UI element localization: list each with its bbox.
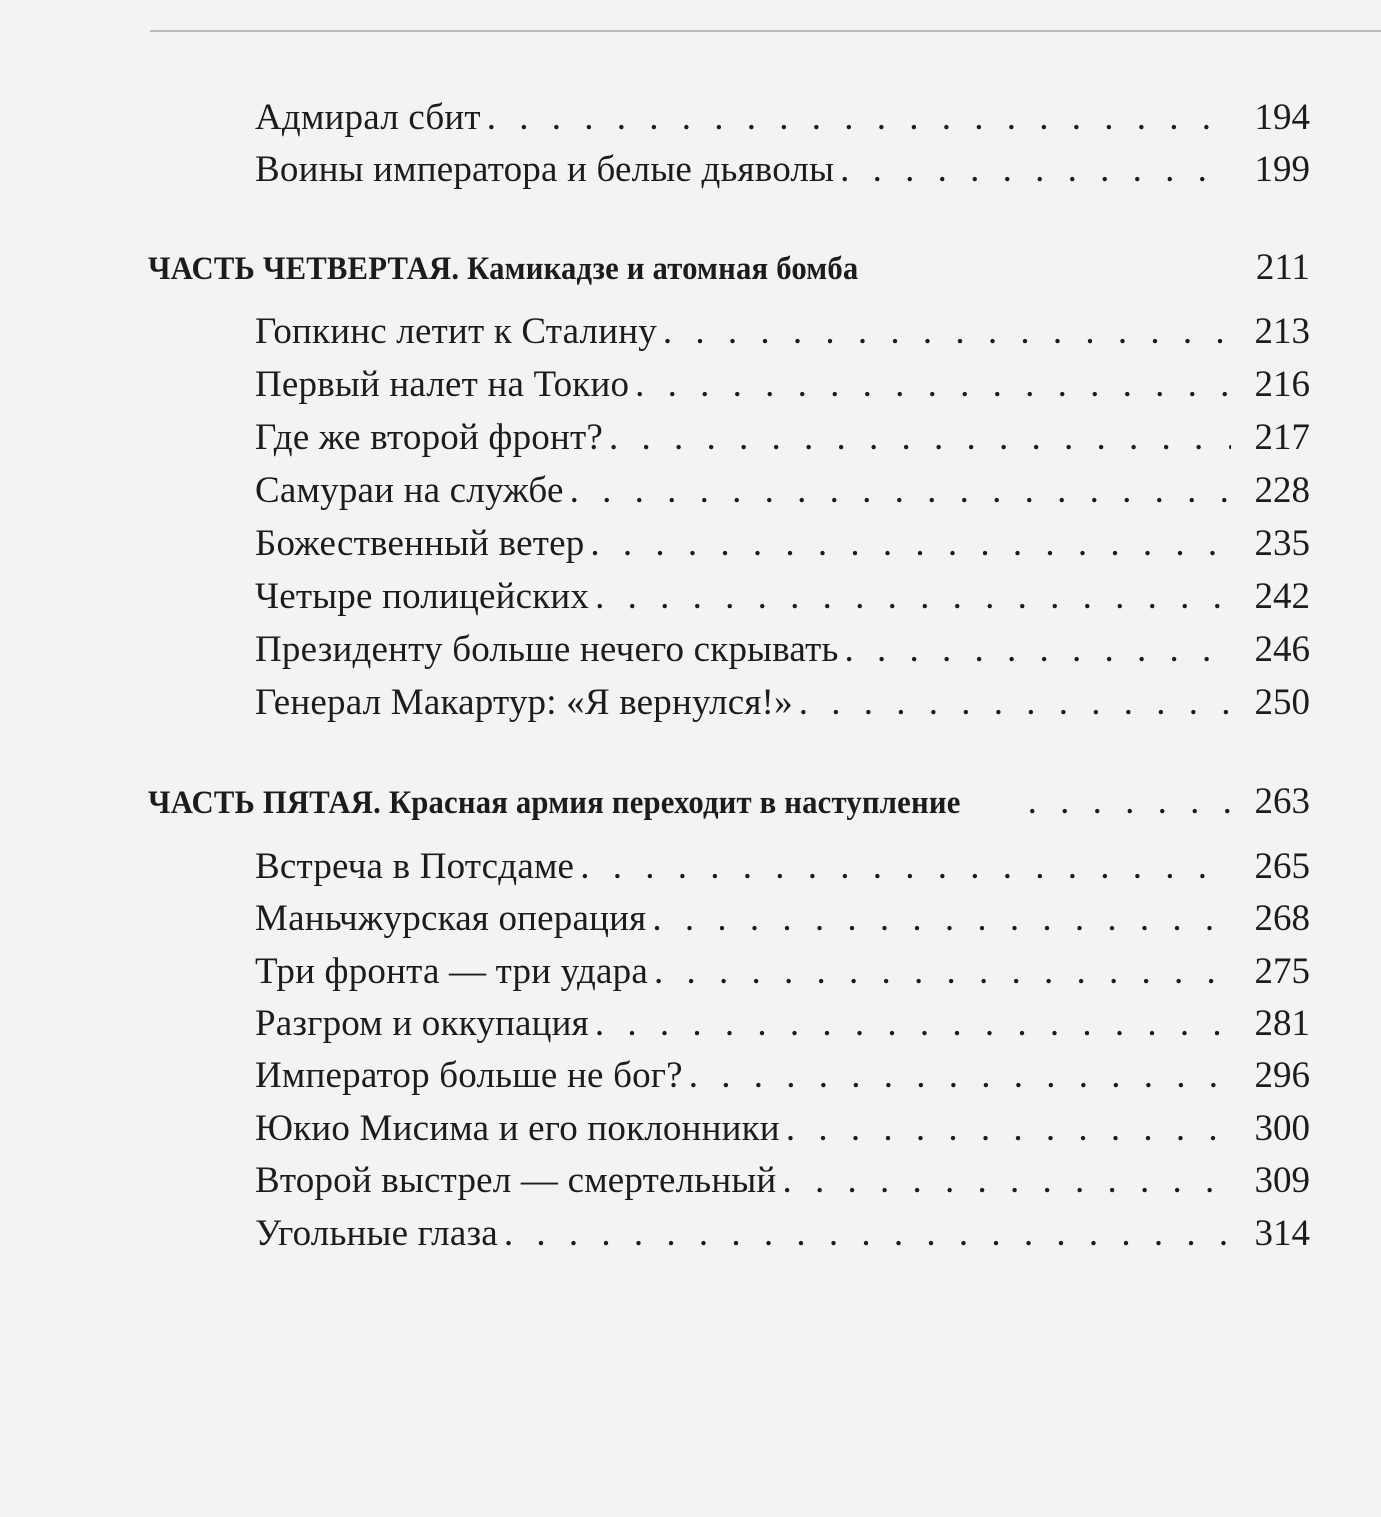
toc-entry <box>255 310 1310 364</box>
toc-entry-page: 199 <box>1254 149 1310 190</box>
toc-part-page: 211 <box>1255 247 1310 288</box>
toc-entry <box>255 950 1310 1004</box>
toc-entry <box>255 148 1310 202</box>
toc-leader-dots <box>574 845 1230 888</box>
toc-leader-dots <box>834 148 1230 191</box>
toc-entry-page: 194 <box>1254 97 1310 138</box>
toc-leader-dots <box>589 575 1230 618</box>
toc-entry-title: Президенту больше нечего скрывать <box>255 629 839 670</box>
toc-part-title: ЧАСТЬ ЧЕТВЕРТАЯ. Камикадзе и атомная бомба <box>148 251 859 287</box>
toc-entry <box>255 1159 1310 1213</box>
toc-leader-dots <box>603 416 1230 459</box>
toc-entry <box>255 1002 1310 1056</box>
toc-entry-page: 235 <box>1254 523 1310 564</box>
toc-part-page: 263 <box>1254 781 1310 822</box>
toc-entry-title: Самураи на службе <box>255 470 564 511</box>
toc-leader-dots <box>648 950 1231 993</box>
toc-entry <box>255 416 1310 470</box>
toc-entry-page: 300 <box>1254 1108 1310 1149</box>
toc-entry-title: Разгром и оккупация <box>255 1003 589 1044</box>
toc-leader-dots <box>1022 780 1231 823</box>
toc-entry-page: 281 <box>1254 1003 1310 1044</box>
toc-entry-title: Юкио Мисима и его поклонники <box>255 1108 780 1149</box>
toc-entry-page: 296 <box>1254 1055 1310 1096</box>
toc-leader-dots <box>481 96 1231 139</box>
toc-part-heading <box>148 780 1310 834</box>
toc-entry <box>255 1212 1310 1266</box>
toc-entry-title: Встреча в Потсдаме <box>255 846 575 887</box>
toc-entry-title: Воины императора и белые дьяволы <box>255 149 835 190</box>
toc-entry-title: Четыре полицейских <box>255 576 590 617</box>
toc-entry <box>255 681 1310 735</box>
toc-entry <box>255 96 1310 150</box>
toc-leader-dots <box>776 1159 1230 1202</box>
toc-entry <box>255 363 1310 417</box>
toc-entry <box>255 1107 1310 1161</box>
toc-entry-title: Маньчжурская операция <box>255 898 647 939</box>
toc-entry-page: 242 <box>1254 576 1310 617</box>
toc-entry-page: 246 <box>1254 629 1310 670</box>
toc-leader-dots <box>564 469 1231 512</box>
toc-entry-title: Генерал Макартур: «Я вернулся!» <box>255 682 793 723</box>
toc-entry <box>255 1054 1310 1108</box>
toc-part-title: ЧАСТЬ ПЯТАЯ. Красная армия переходит в наступление <box>148 785 961 821</box>
toc-leader-dots <box>498 1212 1231 1255</box>
toc-entry <box>255 522 1310 576</box>
toc-entry-title: Император больше не бог? <box>255 1055 683 1096</box>
toc-entry-title: Второй выстрел — смертельный <box>255 1160 777 1201</box>
toc-entry-page: 228 <box>1254 470 1310 511</box>
toc-leader-dots <box>780 1107 1231 1150</box>
toc-leader-dots <box>683 1054 1231 1097</box>
toc-leader-dots <box>646 897 1230 940</box>
toc-entry-page: 250 <box>1254 682 1310 723</box>
toc-entry-title: Первый налет на Токио <box>255 364 630 405</box>
toc-entry-page: 216 <box>1254 364 1310 405</box>
toc-entry-title: Угольные глаза <box>255 1213 498 1254</box>
toc-entry <box>255 897 1310 951</box>
toc-entry-title: Адмирал сбит <box>255 97 481 138</box>
toc-entry-page: 309 <box>1254 1160 1310 1201</box>
toc-entry-page: 275 <box>1254 951 1310 992</box>
toc-leader-dots <box>793 681 1231 724</box>
toc-entry-title: Три фронта — три удара <box>255 951 648 992</box>
toc-entry <box>255 845 1310 899</box>
toc-leader-dots <box>584 522 1230 565</box>
toc-part-heading <box>148 246 1310 300</box>
toc-entry-title: Божественный ветер <box>255 523 585 564</box>
toc-entry-title: Где же второй фронт? <box>255 417 604 458</box>
toc-entry <box>255 575 1310 629</box>
toc-entry-title: Гопкинс летит к Сталину <box>255 311 657 352</box>
toc-entry-page: 217 <box>1254 417 1310 458</box>
toc-leader-dots <box>589 1002 1231 1045</box>
toc-entry-page: 265 <box>1254 846 1310 887</box>
toc-entry-page: 314 <box>1254 1213 1310 1254</box>
toc-leader-dots <box>657 310 1231 353</box>
toc-leader-dots <box>839 628 1231 671</box>
toc-entry <box>255 628 1310 682</box>
toc-entry-page: 268 <box>1254 898 1310 939</box>
toc-entry-page: 213 <box>1254 311 1310 352</box>
toc-leader-dots <box>629 363 1230 406</box>
toc-entry <box>255 469 1310 523</box>
